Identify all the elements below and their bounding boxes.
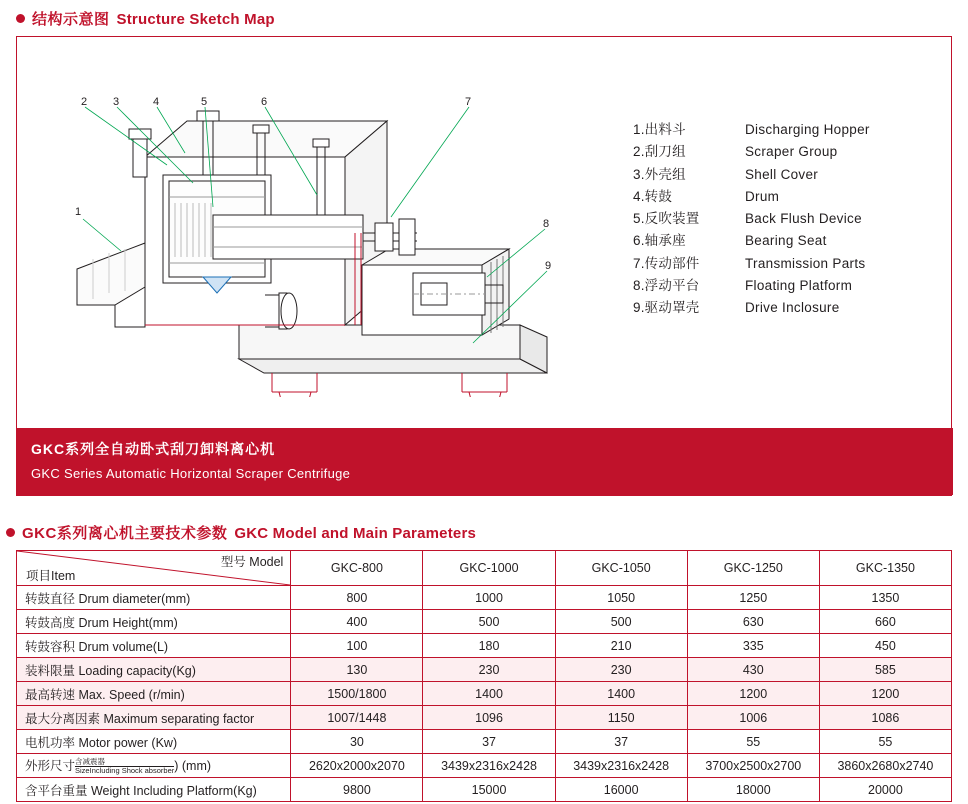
cell: 37 (423, 730, 555, 754)
row-label-size: 外形尺寸 含减震器 SizeIncluding Shock absorber ) (mm) (17, 754, 291, 778)
row-label: 转鼓高度 Drum Height(mm) (17, 610, 291, 634)
legend-cn: 3.外壳组 (633, 166, 686, 182)
table-row (17, 730, 952, 754)
cell: 1350 (819, 586, 951, 610)
legend-cn: 5.反吹装置 (633, 211, 700, 227)
row-label: 最高转速 Max. Speed (r/min) (17, 682, 291, 706)
sketch-heading-cn: 结构示意图 (32, 11, 110, 28)
callout-label-8: 8 (543, 218, 550, 230)
cell: 9800 (291, 778, 423, 802)
list-item (633, 253, 933, 275)
table-row (17, 706, 952, 730)
legend-en: Drive Inclosure (745, 300, 840, 316)
legend-en: Scraper Group (745, 144, 838, 160)
legend-cn: 8.浮动平台 (633, 278, 700, 294)
cell: 500 (555, 610, 687, 634)
table-corner-cell (17, 551, 291, 586)
caption-cn: GKC系列全自动卧式刮刀卸料离心机 (31, 441, 276, 457)
list-item (633, 275, 933, 297)
params-heading-en: GKC Model and Main Parameters (234, 525, 477, 542)
cell: 1150 (555, 706, 687, 730)
cell: 1400 (423, 682, 555, 706)
cell: 1250 (687, 586, 819, 610)
params-section-heading (6, 522, 476, 543)
list-item (633, 208, 933, 230)
cell: 130 (291, 658, 423, 682)
callout-label-9: 9 (545, 260, 552, 272)
cell: 400 (291, 610, 423, 634)
cell: 450 (819, 634, 951, 658)
callout-label-6: 6 (261, 96, 268, 108)
table-row (17, 634, 952, 658)
cell: 55 (819, 730, 951, 754)
cell: 100 (291, 634, 423, 658)
parameters-table (16, 550, 952, 802)
row-label: 最大分离因素 Maximum separating factor (17, 706, 291, 730)
cell: 55 (687, 730, 819, 754)
legend-en: Drum (745, 188, 780, 204)
legend-list (633, 119, 933, 320)
list-item (633, 230, 933, 252)
cell: 230 (555, 658, 687, 682)
column-header-model-4: GKC-1350 (819, 551, 951, 586)
sketch-panel (16, 36, 952, 496)
callout-label-3: 3 (113, 96, 120, 108)
corner-model-label: 型号 Model (220, 555, 284, 569)
table-row (17, 682, 952, 706)
legend-cn: 1.出料斗 (633, 122, 686, 137)
bullet-icon (16, 14, 25, 23)
legend-en: Back Flush Device (745, 211, 862, 227)
cell: 30 (291, 730, 423, 754)
cell: 1006 (687, 706, 819, 730)
cell: 1000 (423, 586, 555, 610)
sketch-heading-en: Structure Sketch Map (116, 11, 275, 28)
params-heading-cn: GKC系列离心机主要技术参数 (22, 525, 228, 542)
column-header-model-2: GKC-1050 (555, 551, 687, 586)
row-label: 电机功率 Motor power (Kw) (17, 730, 291, 754)
cell: 1500/1800 (291, 682, 423, 706)
cell: 230 (423, 658, 555, 682)
legend-cn: 7.传动部件 (633, 255, 700, 271)
cell: 1007/1448 (291, 706, 423, 730)
cell: 210 (555, 634, 687, 658)
cell: 15000 (423, 778, 555, 802)
table-row (17, 778, 952, 802)
legend-cn: 6.轴承座 (633, 233, 686, 249)
cell: 2620x2000x2070 (291, 754, 423, 778)
caption-band (17, 428, 953, 495)
cell: 3439x2316x2428 (423, 754, 555, 778)
row-label: 转鼓直径 Drum diameter(mm) (17, 586, 291, 610)
row-label: 装料限量 Loading capacity(Kg) (17, 658, 291, 682)
list-item (633, 141, 933, 163)
size-note: 含减震器 SizeIncluding Shock absorber (75, 757, 175, 776)
cell: 430 (687, 658, 819, 682)
row-label: 含平台重量 Weight Including Platform(Kg) (17, 778, 291, 802)
column-header-model-0: GKC-800 (291, 551, 423, 586)
legend-cn: 4.转鼓 (633, 188, 673, 204)
legend-en: Discharging Hopper (745, 122, 870, 137)
cell: 1400 (555, 682, 687, 706)
callout-label-4: 4 (153, 96, 160, 108)
list-item (633, 297, 933, 319)
cell: 500 (423, 610, 555, 634)
cell: 1096 (423, 706, 555, 730)
cell: 37 (555, 730, 687, 754)
sketch-section-heading (16, 8, 275, 29)
cell: 18000 (687, 778, 819, 802)
row-label: 转鼓容积 Drum volume(L) (17, 634, 291, 658)
cell: 3700x2500x2700 (687, 754, 819, 778)
cell: 16000 (555, 778, 687, 802)
legend-en: Transmission Parts (745, 255, 866, 271)
list-item (633, 119, 933, 141)
list-item (633, 164, 933, 186)
table-row (17, 610, 952, 634)
cell: 1050 (555, 586, 687, 610)
table-header-row (17, 551, 952, 586)
cell: 20000 (819, 778, 951, 802)
cell: 335 (687, 634, 819, 658)
column-header-model-1: GKC-1000 (423, 551, 555, 586)
cell: 660 (819, 610, 951, 634)
cell: 1200 (687, 682, 819, 706)
callout-label-1: 1 (75, 206, 82, 218)
cell: 800 (291, 586, 423, 610)
legend-en: Bearing Seat (745, 233, 827, 249)
cell: 3860x2680x2740 (819, 754, 951, 778)
cell: 180 (423, 634, 555, 658)
bullet-icon (6, 528, 15, 537)
callout-label-5: 5 (201, 96, 208, 108)
cell: 1200 (819, 682, 951, 706)
cell: 3439x2316x2428 (555, 754, 687, 778)
cell: 630 (687, 610, 819, 634)
callout-label-2: 2 (81, 96, 88, 108)
corner-item-label: 项目Item (26, 569, 76, 583)
cell: 1086 (819, 706, 951, 730)
legend-cn: 2.刮刀组 (633, 144, 686, 160)
cell: 585 (819, 658, 951, 682)
column-header-model-3: GKC-1250 (687, 551, 819, 586)
legend-en: Floating Platform (745, 278, 853, 294)
legend-cn: 9.驱动罩壳 (633, 300, 700, 316)
table-row (17, 754, 952, 778)
list-item (633, 186, 933, 208)
callout-label-7: 7 (465, 96, 472, 108)
legend-en: Shell Cover (745, 166, 819, 182)
caption-en: GKC Series Automatic Horizontal Scraper Centrifuge (31, 466, 351, 481)
table-row (17, 586, 952, 610)
table-row (17, 658, 952, 682)
